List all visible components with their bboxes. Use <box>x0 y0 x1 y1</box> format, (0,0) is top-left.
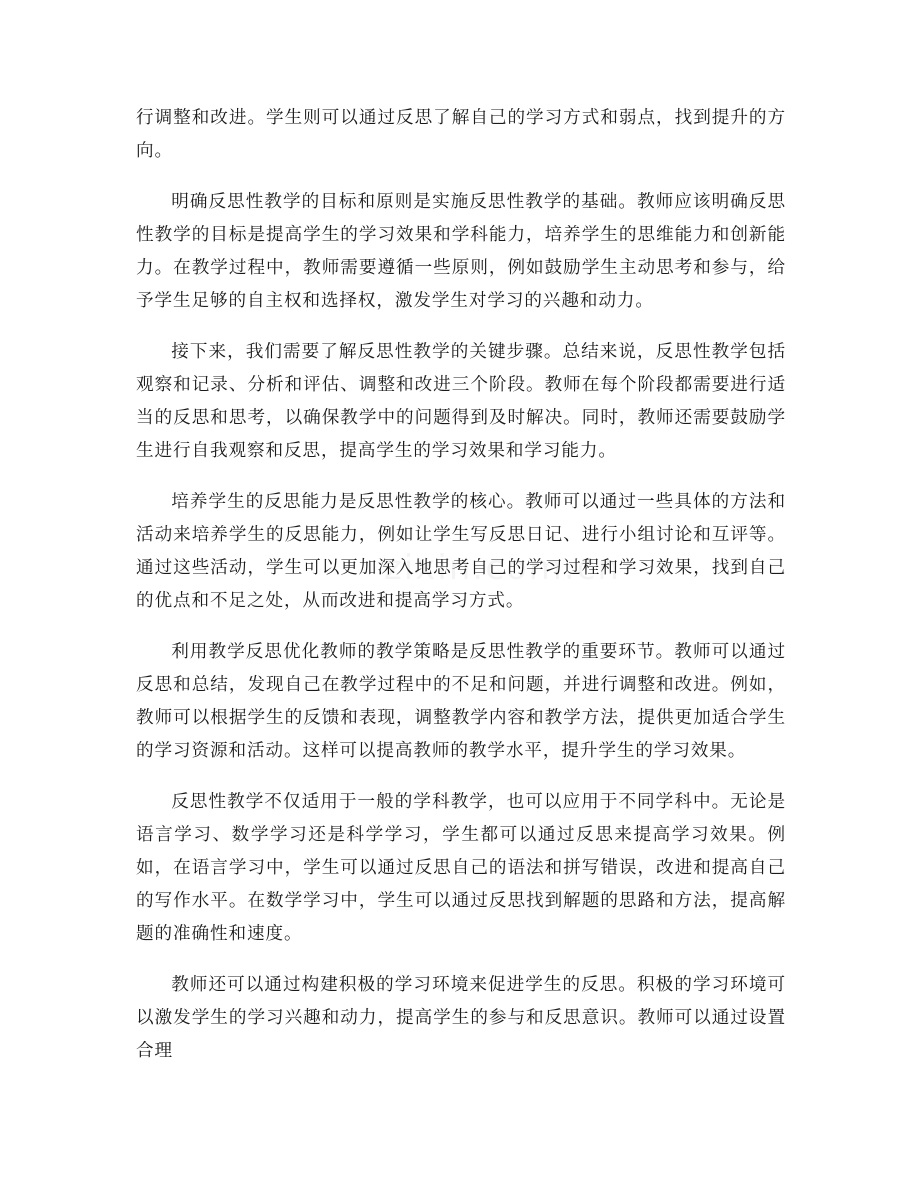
paragraph-subject-application: 反思性教学不仅适用于一般的学科教学，也可以应用于不同学科中。无论是语言学习、数学学习还是科学学习，学生都可以通过反思来提高学习效果。例如，在语言学习中，学生可以通过反思自己的语法和拼写错误，改进和提高自己的写作水平。在数学学习中，学生可以通过反思找到解题的思路和方法，提高解题的准确性和速度。 <box>136 792 786 944</box>
paragraph-goals-principles: 明确反思性教学的目标和原则是实施反思性教学的基础。教师应该明确反思性教学的目标是提高学生的学习效果和学科能力，培养学生的思维能力和创新能力。在教学过程中，教师需要遵循一些原则，例如鼓励学生主动思考和参与，给予学生足够的自主权和选择权，激发学生对学习的兴趣和动力。 <box>136 192 786 311</box>
paragraph-continued: 行调整和改进。学生则可以通过反思了解自己的学习方式和弱点，找到提升的方向。 <box>136 108 786 161</box>
paragraph-reflection-ability: 培养学生的反思能力是反思性教学的核心。教师可以通过一些具体的方法和活动来培养学生的反思能力，例如让学生写反思日记、进行小组讨论和互评等。通过这些活动，学生可以更加深入地思考自己的学习过程和学习效果，找到自己的优点和不足之处，从而改进和提高学习方式。 <box>136 492 786 611</box>
document-body <box>136 102 786 1086</box>
paragraph-key-steps: 接下来，我们需要了解反思性教学的关键步骤。总结来说，反思性教学包括观察和记录、分析和评估、调整和改进三个阶段。教师在每个阶段都需要进行适当的反思和思考，以确保教学中的问题得到及时解决。同时，教师还需要鼓励学生进行自我观察和反思，提高学生的学习效果和学习能力。 <box>136 342 786 461</box>
paragraph-teaching-strategy: 利用教学反思优化教师的教学策略是反思性教学的重要环节。教师可以通过反思和总结，发现自己在教学过程中的不足和问题，并进行调整和改进。例如，教师可以根据学生的反馈和表现，调整教学内容和教学方法，提供更加适合学生的学习资源和活动。这样可以提高教师的教学水平，提升学生的学习效果。 <box>136 642 786 761</box>
paragraph-learning-environment: 教师还可以通过构建积极的学习环境来促进学生的反思。积极的学习环境可以激发学生的学习兴趣和动力，提高学生的参与和反思意识。教师可以通过设置合理 <box>136 975 786 1061</box>
